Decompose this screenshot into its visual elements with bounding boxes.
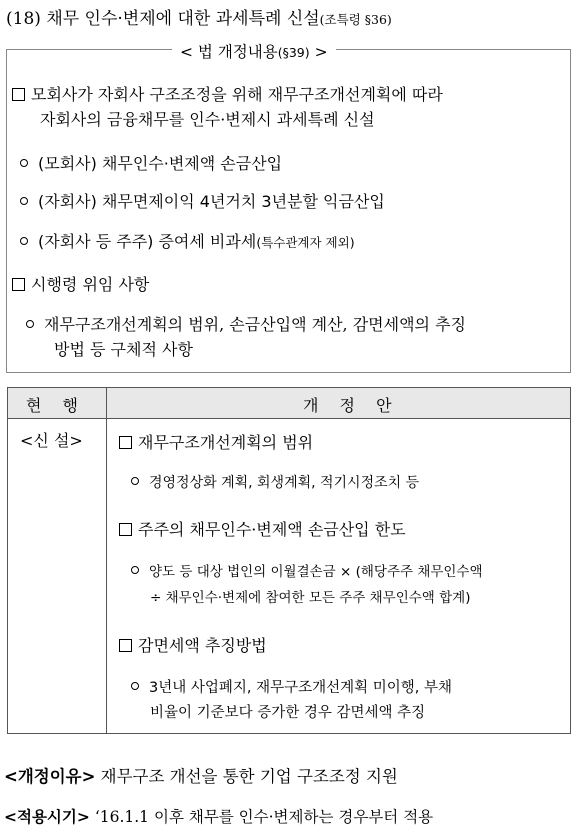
effective-text: ‘16.1.1 이후 채무를 인수·변제하는 경우부터 적용 — [94, 808, 434, 826]
bullet-circle-icon — [131, 682, 139, 690]
column-divider — [106, 388, 107, 733]
checkbox-square-icon — [12, 88, 25, 101]
summary-subitem-4-continued: 방법 등 구체적 사항 — [54, 340, 193, 359]
bullet-circle-icon — [20, 197, 28, 205]
page-title — [6, 4, 392, 29]
comparison-table — [7, 387, 571, 734]
summary-subitem-4: 재무구조개선계획의 범위, 손금산입액 계산, 감면세액의 추징 — [26, 312, 466, 335]
current-cell-value: <신 설> — [20, 431, 83, 450]
section-number: (18) — [6, 9, 41, 29]
header-current: 현 행 — [26, 396, 86, 415]
effective-label: <적용시기> — [4, 808, 90, 826]
reason-label: <개정이유> — [4, 767, 96, 786]
proposed-item-1: 재무구조개선계획의 범위 — [119, 430, 313, 453]
bullet-circle-icon — [131, 566, 139, 574]
section-reference: (조특령 §36) — [319, 12, 392, 27]
summary-item-2: 시행령 위임 사항 — [12, 272, 149, 295]
proposed-item-3: 감면세액 추징방법 — [119, 633, 267, 656]
bullet-circle-icon — [20, 159, 28, 167]
checkbox-square-icon — [119, 523, 132, 536]
proposed-subitem-2: 양도 등 대상 법인의 이월결손금 × (해당주주 채무인수액 — [131, 560, 483, 580]
section-title: 채무 인수·변제에 대한 과세특례 신설 — [46, 9, 320, 29]
summary-item-1-continued: 자회사의 금융채무를 인수·변제시 과세특례 신설 — [40, 110, 375, 129]
bullet-circle-icon — [20, 237, 28, 245]
effective-date — [4, 805, 433, 827]
summary-legend: < 법 개정내용(§39) > — [172, 40, 336, 62]
amendment-reason — [4, 763, 398, 787]
bullet-circle-icon — [26, 320, 34, 328]
bullet-circle-icon — [131, 477, 139, 485]
summary-subitem-2: (자회사) 채무면제이익 4년거치 3년분할 익금산입 — [20, 189, 385, 212]
summary-subitem-3: (자회사 등 주주) 증여세 비과세(특수관계자 제외) — [20, 229, 355, 252]
checkbox-square-icon — [119, 639, 132, 652]
summary-subitem-1: (모회사) 채무인수·변제액 손금산입 — [20, 151, 282, 174]
checkbox-square-icon — [119, 436, 132, 449]
proposed-subitem-3-continued: 비율이 기준보다 증가한 경우 감면세액 추징 — [150, 705, 426, 721]
header-proposed: 개 정 안 — [303, 396, 400, 415]
proposed-subitem-1: 경영정상화 계획, 회생계획, 적기시정조치 등 — [131, 472, 419, 492]
table-header-row — [8, 388, 570, 419]
proposed-subitem-3: 3년내 사업폐지, 재무구조개선계획 미이행, 부채 — [131, 676, 452, 697]
checkbox-square-icon — [12, 278, 25, 291]
summary-item-1: 모회사가 자회사 구조조정을 위해 재무구조개선계획에 따라 — [12, 82, 443, 105]
proposed-subitem-2-continued: ÷ 채무인수·변제에 참여한 모든 주주 채무인수액 합계) — [150, 590, 471, 606]
proposed-item-2: 주주의 채무인수·변제액 손금산입 한도 — [119, 517, 406, 540]
reason-text: 재무구조 개선을 통한 기업 구조조정 지원 — [100, 767, 398, 786]
